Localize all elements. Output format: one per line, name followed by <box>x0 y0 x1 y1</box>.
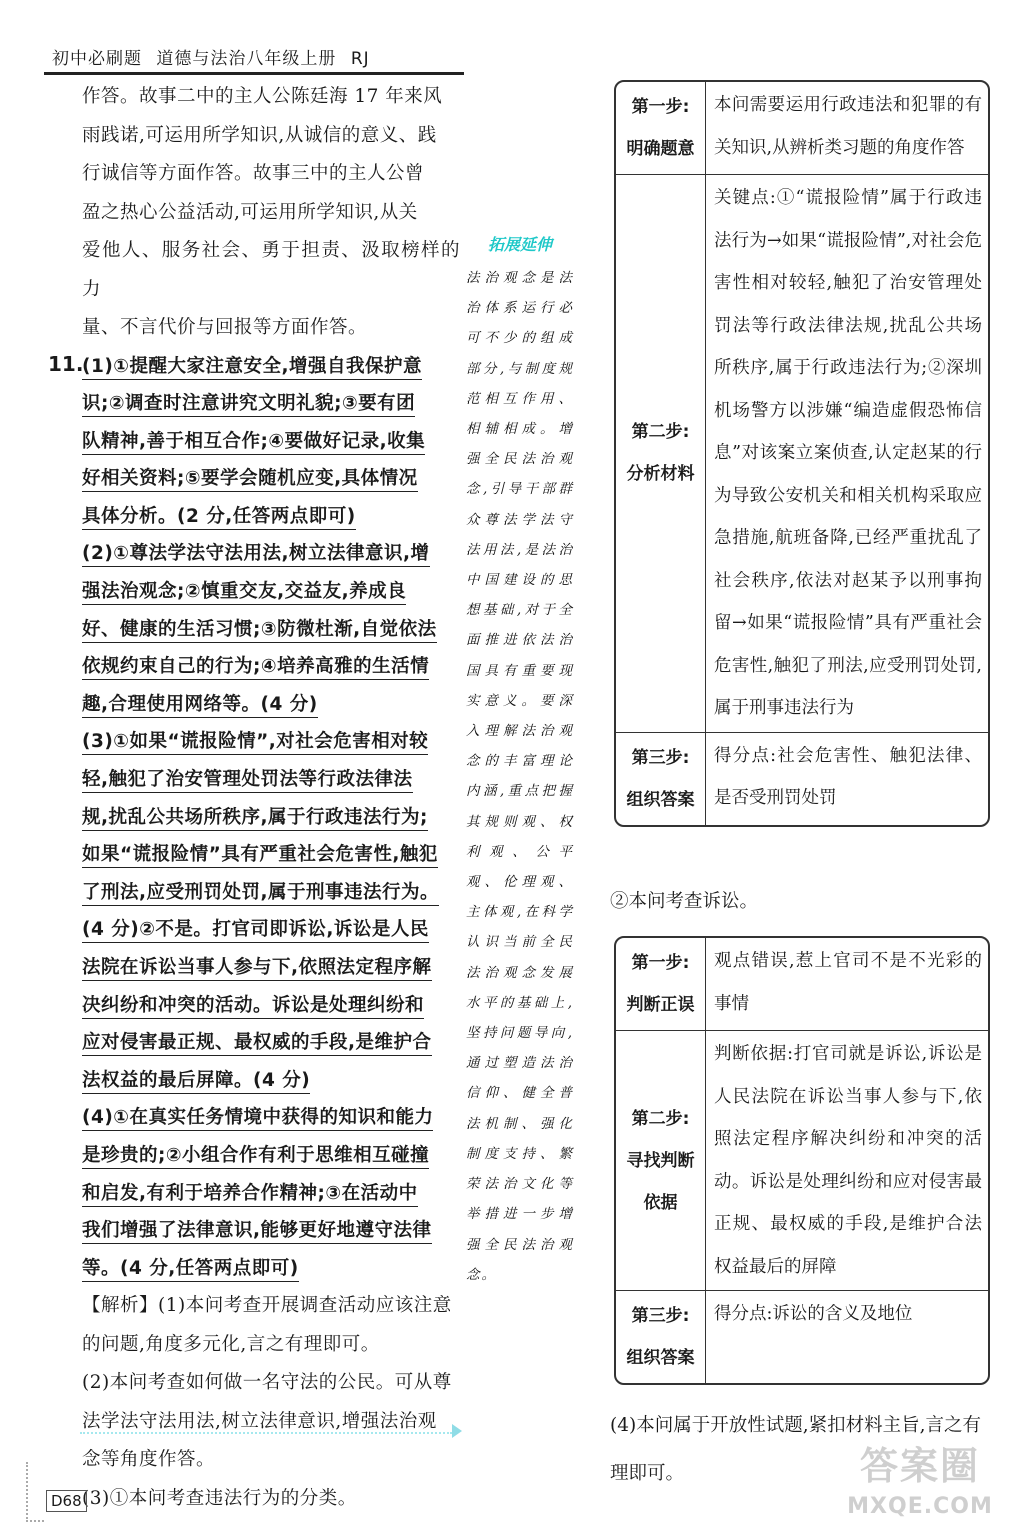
analysis-line: (3)①本问考查违法行为的分类。 <box>82 1487 357 1509</box>
answer-line-text: 好相关资料;⑤要学会随机应变,具体情况 <box>82 468 418 492</box>
answer-line-text: 应对侵害最正规、最权威的手段,是维护合 <box>82 1032 432 1056</box>
table-row <box>616 938 988 1031</box>
answer-line <box>48 1212 460 1250</box>
step-label: 第二步: 寻找判断 依据 <box>616 1031 706 1290</box>
arrow-icon <box>452 1424 462 1438</box>
answer-line-text: 我们增强了法律意识,能够更好地遵守法律 <box>82 1220 432 1244</box>
step-content: 得分点:诉讼的含义及地位 <box>714 1304 913 1324</box>
intro-line: 盈之热心公益活动,可运用所学知识,从关 <box>82 201 418 223</box>
step-content: 本问需要运用行政违法和犯罪的有关知识,从辨析类习题的角度作答 <box>714 95 982 158</box>
answer-line-text: 规,扰乱公共场所秩序,属于行政违法行为; <box>82 807 428 831</box>
header-rule <box>44 72 464 75</box>
mid-text: ②本问考查诉讼。 <box>610 891 759 912</box>
answer-line-text: 识;②调查时注意讲究文明礼貌;③要有团 <box>82 393 415 417</box>
answer-line <box>48 987 460 1025</box>
answer-line <box>48 535 460 573</box>
answer-line <box>48 1175 460 1213</box>
answer-line-text: 好、健康的生活习惯;③防微杜渐,自觉依法 <box>82 619 437 643</box>
answer-line <box>48 911 460 949</box>
answer-line-text: 法院在诉讼当事人参与下,依照法定程序解 <box>82 957 432 981</box>
answer-line-text: (4 分)②不是。打官司即诉讼,诉讼是人民 <box>82 919 429 943</box>
sidebar-text: 法治观念是法治体系运行必可不少的组成部分,与制度规范相互作用、相辅相成。增强全民法治观念,引导干部群众尊法学法守法用法,是法治中国建设的思想基础,对于全面推进依法治国具有重要现实意义。要深入理解法治观念的丰富理论内涵,重点把握其规则观、权利观、公平观、伦理观、主体观,在科学认识当前全民法治观念发展水平的基础上,坚持问题导向,通过塑造法治信仰、健全普法机制、强化制度支持、繁荣法治文化等举措进一步增强全民法治观念。 <box>466 270 574 1283</box>
step-content: 观点错误,惹上官司不是不光彩的事情 <box>714 951 982 1014</box>
answer-line <box>48 1062 460 1100</box>
answer-line-text: 和启发,有利于培养合作精神;③在活动中 <box>82 1183 418 1207</box>
step-content: 得分点:社会危害性、触犯法律、是否受刑罚处罚 <box>714 745 982 808</box>
intro-line: 作答。故事二中的主人公陈廷海 17 年来风 <box>82 86 443 107</box>
dotted-divider <box>80 1432 452 1434</box>
step-label: 第三步: 组织答案 <box>616 1291 706 1383</box>
answer-line <box>48 498 460 536</box>
answer-line-text: 队精神,善于相互合作;④要做好记录,收集 <box>82 431 425 455</box>
answer-line-text: 法权益的最后屏障。(4 分) <box>82 1070 310 1094</box>
answer-line <box>48 761 460 799</box>
question-number: 11. <box>48 351 84 376</box>
table-row <box>616 733 988 825</box>
watermark-logo <box>840 1440 1000 1530</box>
answer-line-text: (3)①如果“谎报险情”,对社会危害相对较 <box>82 731 428 755</box>
left-column <box>48 78 460 1518</box>
corner-mark <box>26 1462 44 1522</box>
table-row <box>616 175 988 733</box>
answer-line <box>48 949 460 987</box>
analysis-line: 念等角度作答。 <box>82 1449 216 1471</box>
answer-line-text: 是珍贵的;②小组合作有利于思维相互碰撞 <box>82 1145 429 1169</box>
answer-block <box>48 348 460 1288</box>
table-row <box>616 1291 988 1383</box>
subject-name: 道德与法治八年级上册 <box>156 49 337 69</box>
sidebar-title: 拓展延伸 <box>487 235 552 254</box>
analysis-table-2 <box>614 936 990 1385</box>
answer-line-text: (2)①尊法学法守法用法,树立法律意识,增 <box>82 543 430 567</box>
analysis-line: 的问题,角度多元化,言之有理即可。 <box>82 1333 380 1355</box>
answer-line <box>48 423 460 461</box>
answer-line-text: 依规约束自己的行为;④培养高雅的生活情 <box>82 656 429 680</box>
table-row <box>616 82 988 175</box>
intro-line: 爱他人、服务社会、勇于担责、汲取榜样的力 <box>82 240 460 300</box>
intro-line: 行诚信等方面作答。故事三中的主人公曾 <box>82 163 425 184</box>
answer-line <box>48 385 460 423</box>
answer-line <box>48 348 460 386</box>
step-label: 第一步: 明确题意 <box>616 82 706 174</box>
watermark-cn: 答案圈 <box>859 1444 980 1488</box>
end-text: (4)本问属于开放性试题,紧扣材料主旨,言之有理即可。 <box>610 1415 981 1484</box>
sidebar-extension <box>466 232 574 1290</box>
answer-line <box>48 1137 460 1175</box>
analysis-line: 法学法守法用法,树立法律意识,增强法治观 <box>82 1410 437 1432</box>
answer-line <box>48 874 460 912</box>
answer-line-text: 强法治观念;②慎重交友,交益友,养成良 <box>82 581 406 605</box>
answer-line-text: 如果“谎报险情”具有严重社会危害性,触犯 <box>82 844 438 868</box>
answer-line <box>48 836 460 874</box>
answer-line-text: 趣,合理使用网络等。(4 分) <box>82 694 318 718</box>
series-name: 初中必刷题 <box>52 49 142 69</box>
answer-line-text: 轻,触犯了治安管理处罚法等行政法律法 <box>82 769 413 793</box>
intro-paragraph <box>48 78 460 348</box>
answer-line-text: (4)①在真实任务情境中获得的知识和能力 <box>82 1107 433 1131</box>
page-header <box>52 44 472 74</box>
analysis-line: 【解析】(1)本问考查开展调查活动应该注意 <box>82 1295 452 1317</box>
answer-line-text: 等。(4 分,任答两点即可) <box>82 1258 299 1282</box>
intro-line: 雨践诺,可运用所学知识,从诚信的意义、践 <box>82 124 437 146</box>
intro-line: 量、不言代价与回报等方面作答。 <box>82 317 368 338</box>
answer-line <box>48 723 460 761</box>
question-11 <box>48 348 460 1288</box>
answer-line <box>48 460 460 498</box>
answer-line <box>48 686 460 724</box>
step-label: 第二步: 分析材料 <box>616 175 706 732</box>
answer-line-text: 具体分析。(2 分,任答两点即可) <box>82 506 356 530</box>
answer-line <box>48 611 460 649</box>
analysis-table-1 <box>614 80 990 827</box>
answer-line <box>48 799 460 837</box>
step-content: 关键点:①“谎报险情”属于行政违法行为→如果“谎报险情”,对社会危害性相对较轻,触犯了治安管理处罚法等行政法律法规,扰乱公共场所秩序,属于行政违法行为;②深圳机场警方以涉嫌“编造虚假恐怖信息”对该案立案侦查,认定赵某的行为导致公安机关和相关机构采取应急措施,航班备降,已经严重扰乱了社会秩序,依法对赵某予以刑事拘留→如果“谎报险情”具有严重社会危害性,触犯了刑法,应受刑罚处罚,属于刑事违法行为 <box>714 188 982 718</box>
answer-line <box>48 1099 460 1137</box>
answer-line <box>48 648 460 686</box>
answer-line-text: (1)①提醒大家注意安全,增强自我保护意 <box>82 356 422 380</box>
answer-line <box>48 1024 460 1062</box>
step-label: 第一步: 判断正误 <box>616 938 706 1030</box>
analysis-line: (2)本问考查如何做一名守法的公民。可从尊 <box>82 1372 452 1394</box>
page-number: D68 <box>46 1490 87 1512</box>
edition-label: RJ <box>350 49 370 69</box>
answer-line-text: 了刑法,应受刑罚处罚,属于刑事违法行为。 <box>82 882 439 906</box>
step-content: 判断依据:打官司就是诉讼,诉讼是人民法院在诉讼当事人参与下,依照法定程序解决纠纷和冲突的活动。诉讼是处理纠纷和应对侵害最正规、最权威的手段,是维护合法权益最后的屏障 <box>714 1044 982 1277</box>
table-row <box>616 1031 988 1291</box>
watermark-en: MXQE.COM <box>847 1494 993 1519</box>
answer-line <box>48 1250 460 1288</box>
answer-line <box>48 573 460 611</box>
answer-line-text: 决纠纷和冲突的活动。诉讼是处理纠纷和 <box>82 995 424 1019</box>
analysis-block <box>48 1287 460 1518</box>
step-label: 第三步: 组织答案 <box>616 733 706 825</box>
